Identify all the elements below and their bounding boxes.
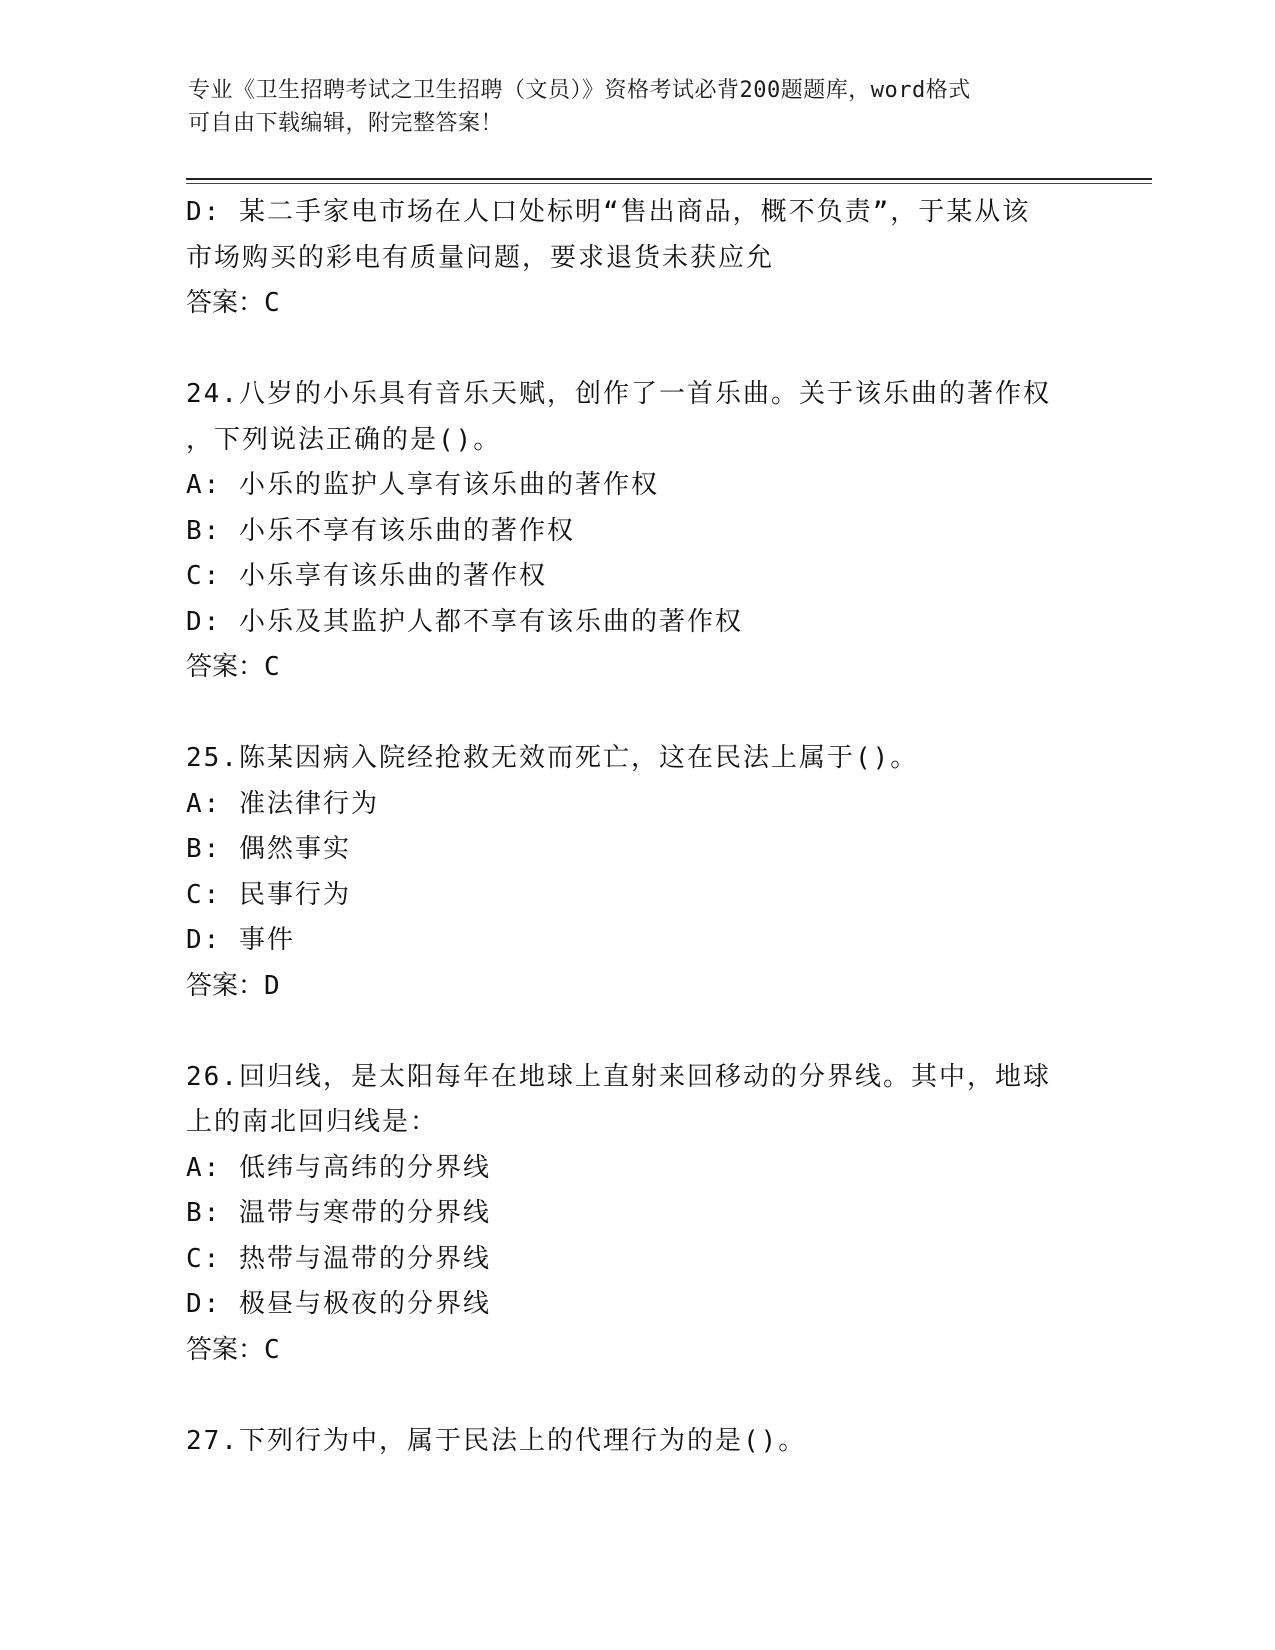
answer-label: 答案： <box>186 652 265 682</box>
spacer <box>186 1009 1086 1055</box>
option-c: C: 民事行为 <box>186 879 351 910</box>
spacer <box>186 691 1086 737</box>
header-divider-thick <box>186 178 1152 180</box>
option-a: A: 准法律行为 <box>186 788 379 819</box>
question-stem: 27.下列行为中，属于民法上的代理行为的是()。 <box>186 1425 807 1456</box>
answer-line <box>186 281 1086 327</box>
option-b: B: 小乐不享有该乐曲的著作权 <box>186 515 575 546</box>
question-continued <box>186 190 1086 327</box>
answer-line <box>186 645 1086 691</box>
answer-value: D <box>264 970 280 1001</box>
option-d: D: 事件 <box>186 925 295 955</box>
question-stem: 26.回归线，是太阳每年在地球上直射来回移动的分界线。其中，地球 <box>186 1061 1051 1092</box>
question-list <box>186 190 1086 1464</box>
option-c: C: 小乐享有该乐曲的著作权 <box>186 561 547 591</box>
option-b: B: 偶然事实 <box>186 834 351 864</box>
answer-line <box>186 1328 1086 1374</box>
question-stem: 上的南北回归线是： <box>186 1107 439 1137</box>
document-header <box>188 74 1068 140</box>
option-d: D: 某二手家电市场在人口处标明“售出商品，概不负责”，于某从该 <box>186 197 1031 227</box>
header-title-line-2: 可自由下载编辑，附完整答案！ <box>188 111 504 136</box>
header-divider-thin <box>186 183 1152 184</box>
option-b: B: 温带与寒带的分界线 <box>186 1198 491 1228</box>
spacer <box>186 1373 1086 1419</box>
spacer <box>186 327 1086 373</box>
option-d: D: 极昼与极夜的分界线 <box>186 1289 491 1319</box>
answer-line <box>186 964 1086 1010</box>
question-25 <box>186 736 1086 1009</box>
option-c: C: 热带与温带的分界线 <box>186 1243 491 1274</box>
option-a: A: 低纬与高纬的分界线 <box>186 1152 491 1183</box>
answer-label: 答案： <box>186 970 265 1001</box>
question-26 <box>186 1055 1086 1374</box>
answer-label: 答案： <box>186 288 265 318</box>
question-stem: ，下列说法正确的是()。 <box>186 424 502 455</box>
answer-value: C <box>264 288 280 318</box>
question-stem: 25.陈某因病入院经抢救无效而死亡，这在民法上属于()。 <box>186 743 919 773</box>
option-a: A: 小乐的监护人享有该乐曲的著作权 <box>186 470 659 500</box>
answer-label: 答案： <box>186 1334 265 1365</box>
answer-value: C <box>264 652 280 682</box>
option-d-continued: 市场购买的彩电有质量问题，要求退货未获应允 <box>186 242 775 273</box>
answer-value: C <box>264 1334 280 1365</box>
option-d: D: 小乐及其监护人都不享有该乐曲的著作权 <box>186 606 743 637</box>
question-stem: 24.八岁的小乐具有音乐天赋，创作了一首乐曲。关于该乐曲的著作权 <box>186 379 1051 409</box>
question-24 <box>186 372 1086 691</box>
header-title-line-1: 专业《卫生招聘考试之卫生招聘（文员）》资格考试必背200题题库，word格式 <box>188 78 971 103</box>
question-27 <box>186 1419 1086 1465</box>
